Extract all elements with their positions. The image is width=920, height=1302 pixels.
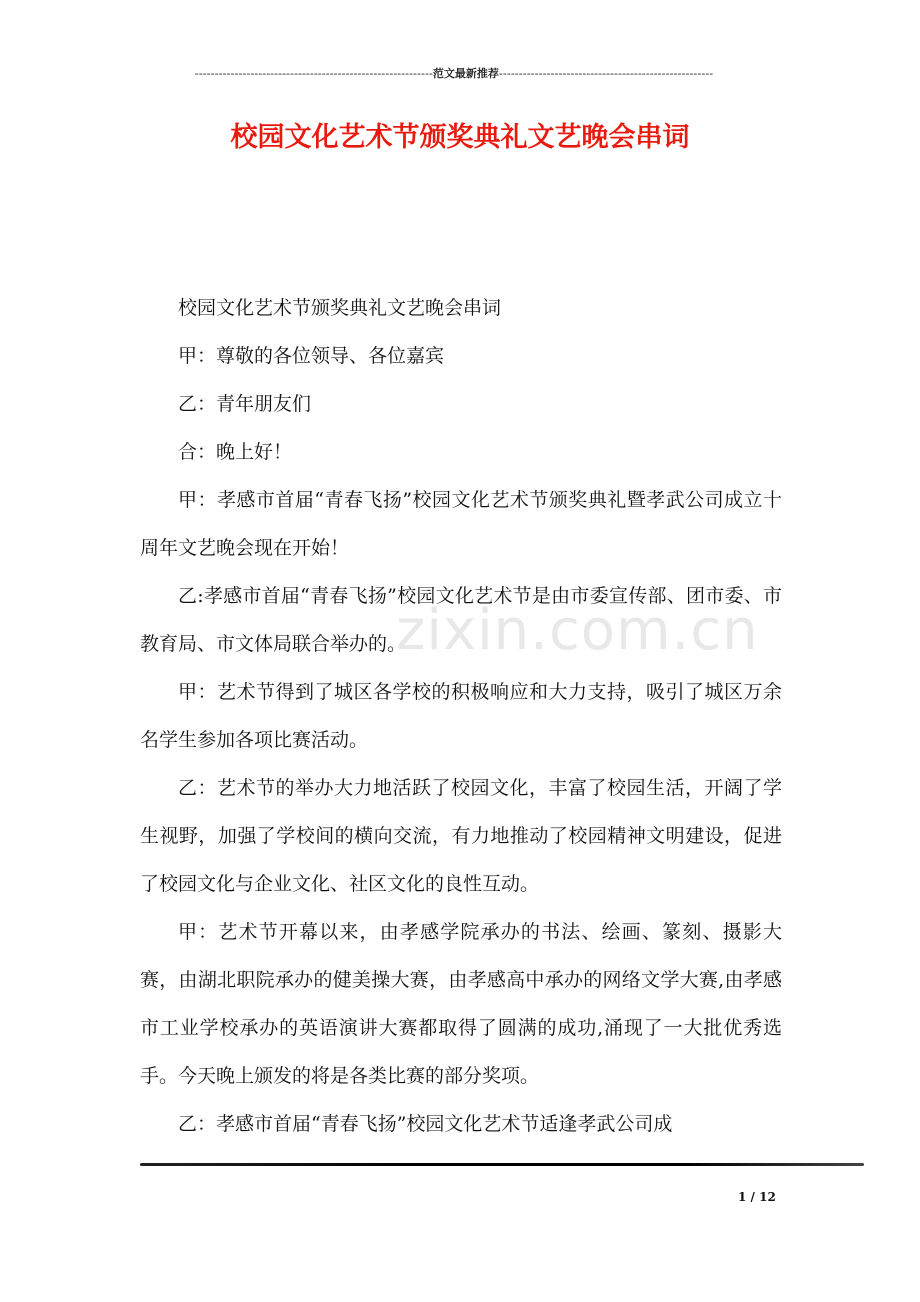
watermark: zixin.com.cn	[396, 598, 759, 663]
header-label: 范文最新推荐	[432, 67, 499, 80]
header-left-dashes: ------------------------------------------------------------	[194, 67, 433, 80]
paragraph-opening: 甲：孝感市首届“青春飞扬”校园文化艺术节颁奖典礼暨孝武公司成立十周年文艺晚会现在开始！	[140, 489, 782, 559]
page-header	[140, 66, 768, 82]
header-right-dashes: ------------------------------------------------------	[498, 67, 714, 80]
paragraph-jia-greeting: 甲：尊敬的各位领导、各位嘉宾	[178, 345, 445, 367]
paragraph-subtitle: 校园文化艺术节颁奖典礼文艺晚会串词	[178, 297, 502, 319]
document-body	[140, 284, 782, 1148]
page-number: 1 / 12	[738, 1190, 776, 1204]
paragraph-anniversary: 乙：孝感市首届“青春飞扬”校园文化艺术节适逢孝武公司成	[178, 1113, 673, 1135]
paragraph-yi-greeting: 乙：青年朋友们	[178, 393, 312, 415]
paragraph-organizers: 乙:孝感市首届“青春飞扬”校园文化艺术节是由市委宣传部、团市委、市教育局、市文体局联合举办的。	[140, 585, 782, 655]
paragraph-together: 合：晚上好！	[178, 441, 293, 463]
footer-divider	[140, 1163, 864, 1166]
paragraph-response: 甲：艺术节得到了城区各学校的积极响应和大力支持，吸引了城区万余名学生参加各项比赛活动。	[140, 681, 782, 751]
paragraph-impact: 乙：艺术节的举办大力地活跃了校园文化，丰富了校园生活，开阔了学生视野，加强了学校间的横向交流，有力地推动了校园精神文明建设，促进了校园文化与企业文化、社区文化的良性互动。	[140, 777, 782, 895]
paragraph-competitions: 甲：艺术节开幕以来，由孝感学院承办的书法、绘画、篆刻、摄影大赛，由湖北职院承办的健美操大赛，由孝感高中承办的网络文学大赛,由孝感市工业学校承办的英语演讲大赛都取得了圆满的成功,涌现了一大批优秀选手。今天晚上颁发的将是各类比赛的部分奖项。	[140, 921, 782, 1087]
document-title: 校园文化艺术节颁奖典礼文艺晚会串词	[230, 122, 690, 153]
